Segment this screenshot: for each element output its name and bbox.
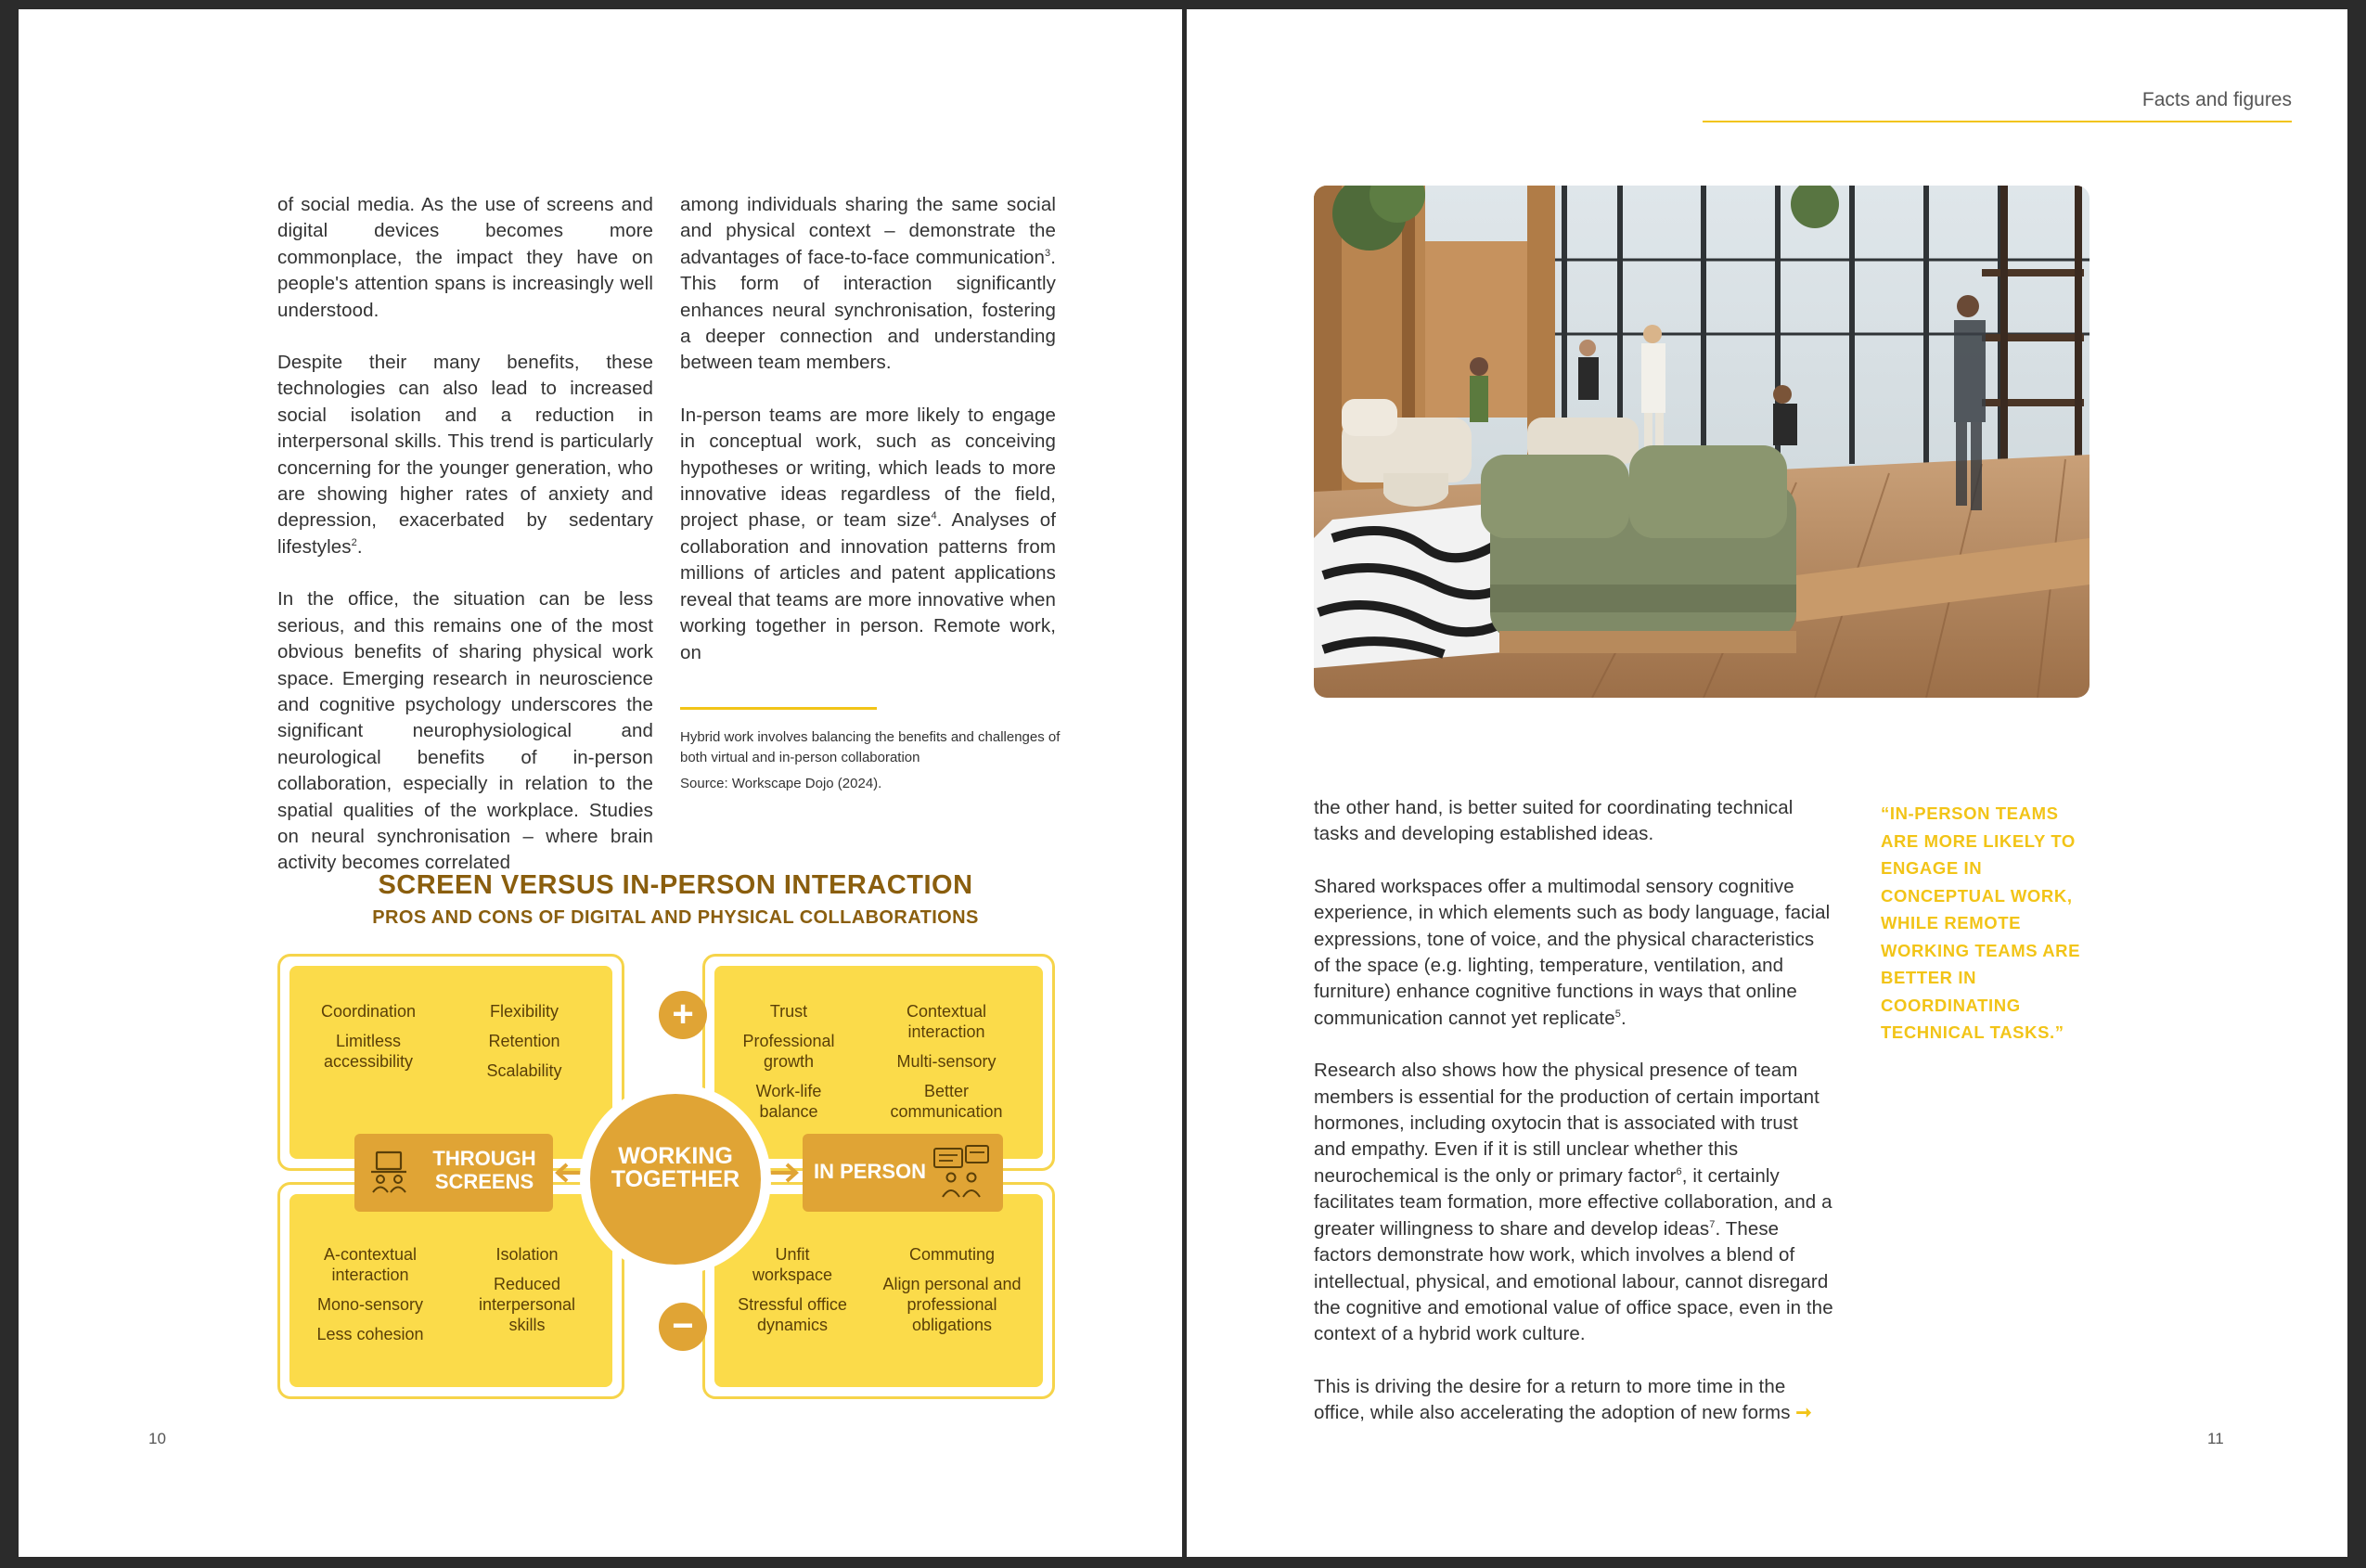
plus-icon: + [659, 991, 707, 1039]
paragraph-text: This is driving the desire for a return to more time in the office, while also accelerating the adoption of new forms [1314, 1375, 1791, 1424]
page-number: 11 [2207, 1430, 2224, 1447]
con-item: Unfit workspace [752, 1245, 833, 1284]
screen-users-icon [369, 1150, 412, 1195]
con-item: A-contextual interaction [323, 1245, 418, 1284]
right-text-column [1314, 795, 1833, 1453]
pro-item: Scalability [486, 1061, 562, 1080]
con-item: Isolation [495, 1245, 559, 1264]
office-lounge-photo [1314, 186, 2090, 698]
in-person-text: IN PERSON [814, 1160, 927, 1183]
screens-text: SCREENS [434, 1170, 534, 1193]
through-text: THROUGH [432, 1147, 536, 1170]
paragraph: the other hand, is better suited for coordinating technical tasks and developing established ideas. [1314, 797, 1794, 845]
pro-item: Work-life balance [755, 1082, 822, 1121]
pro-item: Coordination [320, 1002, 417, 1021]
paragraph [1314, 1058, 1833, 1347]
through-screens-label [354, 1134, 553, 1212]
paragraph [1314, 874, 1833, 1032]
caption-source: Source: Workscape Dojo (2024). [680, 776, 882, 791]
meeting-people-icon [932, 1145, 990, 1199]
caption-text: Hybrid work involves balancing the benefits and challenges of both virtual and in-person collaboration [680, 729, 1061, 765]
page-number: 10 [148, 1430, 166, 1447]
pro-item: Flexibility [489, 1002, 559, 1021]
con-item: Reduced interpersonal skills [478, 1275, 576, 1334]
left-page [19, 9, 1182, 1557]
con-item: Align personal and professional obligations [882, 1275, 1022, 1334]
paragraph: In the office, the situation can be less serious, and this remains one of the most obvious benefits of sharing physical work space. Emerging research in neuroscience and cognitive psychology underscores the significant neurophysiological and neurological benefits of in-person collaboration, especially in relation to the spatial qualities of the workplace. Studies on neural synchronisation – where brain activity becomes correlated [277, 588, 653, 874]
continue-arrow-icon: ➞ [1795, 1402, 1812, 1424]
paragraph [1314, 1374, 1833, 1427]
pro-item: Limitless accessibility [323, 1032, 414, 1071]
paragraph-text: . These factors demonstrate how work, which involves a blend of intellectual, physical, and emotional labour, cannot disregard the cognitive and emotional value of office space, even in the context of a hybrid work culture. [1314, 1217, 1833, 1345]
infographic-title: SCREEN VERSUS IN-PERSON INTERACTION [378, 870, 973, 900]
footnote-ref[interactable]: 6 [1676, 1166, 1682, 1178]
footnote-ref[interactable]: 7 [1709, 1218, 1716, 1230]
paragraph: Despite their many benefits, these technologies can also lead to increased social isolation and a reduction in interpersonal skills. This trend is particularly concerning for the younger generation, who are showing higher rates of anxiety and depression, exacerbated by sedentary lifestyles$^2$. [277, 352, 653, 558]
section-header: Facts and figures [2141, 89, 2292, 110]
infographic [277, 870, 1074, 1399]
paragraph-text: . This form of interaction significantly enhances neural synchronisation, fostering a deeper connection and understanding between team members. [680, 246, 1056, 374]
paragraph [680, 192, 1056, 377]
con-item: Stressful office dynamics [738, 1295, 847, 1334]
working-text: WORKING [618, 1143, 733, 1169]
paragraph-text: Research also shows how the physical presence of team members is essential for the production of certain important hormones, including oxytocin that is associated with trust and empathy. Even if it is still unclear whether this neurochemical is the only or primary factor [1314, 1060, 1820, 1187]
con-item: Mono-sensory [316, 1295, 424, 1314]
screens-cons-box [277, 1182, 624, 1399]
header-divider [1703, 121, 2292, 122]
office-lounge-illustration [1314, 186, 2090, 698]
minus-icon: − [659, 1303, 707, 1351]
pro-item: Multi-sensory [896, 1052, 997, 1071]
image-caption [680, 727, 1061, 800]
footnote-ref[interactable]: 5 [1614, 1009, 1621, 1021]
paragraph-text: In-person teams are more likely to engage in conceptual work, such as conceiving hypotheses or writing, which leads to more innovative ideas regardless of the field, project phase, or team size [680, 404, 1056, 532]
left-text-column-1 [277, 192, 653, 903]
paragraph-text: . [1620, 1007, 1627, 1029]
pull-quote: “IN-PERSON TEAMS ARE MORE LIKELY TO ENGAGE IN CONCEPTUAL WORK, WHILE REMOTE WORKING TEAMS ARE BETTER IN COORDINATING TECHNICAL TASKS.” [1881, 803, 2081, 1042]
con-item: Less cohesion [316, 1325, 424, 1343]
together-text: TOGETHER [611, 1166, 740, 1192]
paragraph-text: Shared workspaces offer a multimodal sensory cognitive experience, in which elements such as body language, facial expressions, tone of voice, and the physical characteristics of the space (e.g. lighting, temperature, ventilation, and furniture) enhance cognitive functions in ways that online communication cannot yet replicate [1314, 875, 1831, 1029]
pro-item: Professional growth [742, 1032, 835, 1071]
pro-item: Better communication [890, 1082, 1003, 1121]
left-text-column-2 [680, 192, 1056, 692]
pro-item: Retention [488, 1032, 560, 1050]
pro-item: Contextual interaction [906, 1002, 987, 1041]
infographic-subtitle: PROS AND CONS OF DIGITAL AND PHYSICAL COLLABORATIONS [372, 907, 979, 928]
right-page [1187, 9, 2347, 1557]
paragraph-text: , it certainly facilitates team formation, more effective collaboration, and a greater willingness to share and develop ideas [1314, 1164, 1832, 1240]
footnote-ref[interactable]: 3 [1044, 247, 1051, 259]
footnote-ref[interactable]: 2 [351, 537, 357, 549]
pro-item: Trust [769, 1002, 808, 1021]
caption-divider [680, 707, 877, 710]
paragraph-text: Despite their many benefits, these technologies can also lead to increased social isolation and a reduction in interpersonal skills. This trend is particularly concerning for the younger generation, who are showing higher rates of anxiety and depression, exacerbated by sedentary lifestyles [277, 352, 653, 558]
paragraph-text: among individuals sharing the same social and physical context – demonstrate the advantages of face-to-face communication [680, 194, 1056, 268]
con-item: Commuting [908, 1245, 996, 1264]
paragraph-text: . Analyses of collaboration and innovation patterns from millions of articles and patent applications reveal that teams are more innovative when working together in person. Remote work, on [680, 509, 1056, 663]
paragraph: of social media. As the use of screens and digital devices becomes more commonplace, the impact they have on people's attention spans is increasingly well understood. [277, 194, 653, 321]
paragraph [680, 403, 1056, 666]
footnote-ref[interactable]: 4 [931, 510, 937, 522]
in-person-label [803, 1134, 1003, 1212]
working-together-label [590, 1145, 761, 1191]
